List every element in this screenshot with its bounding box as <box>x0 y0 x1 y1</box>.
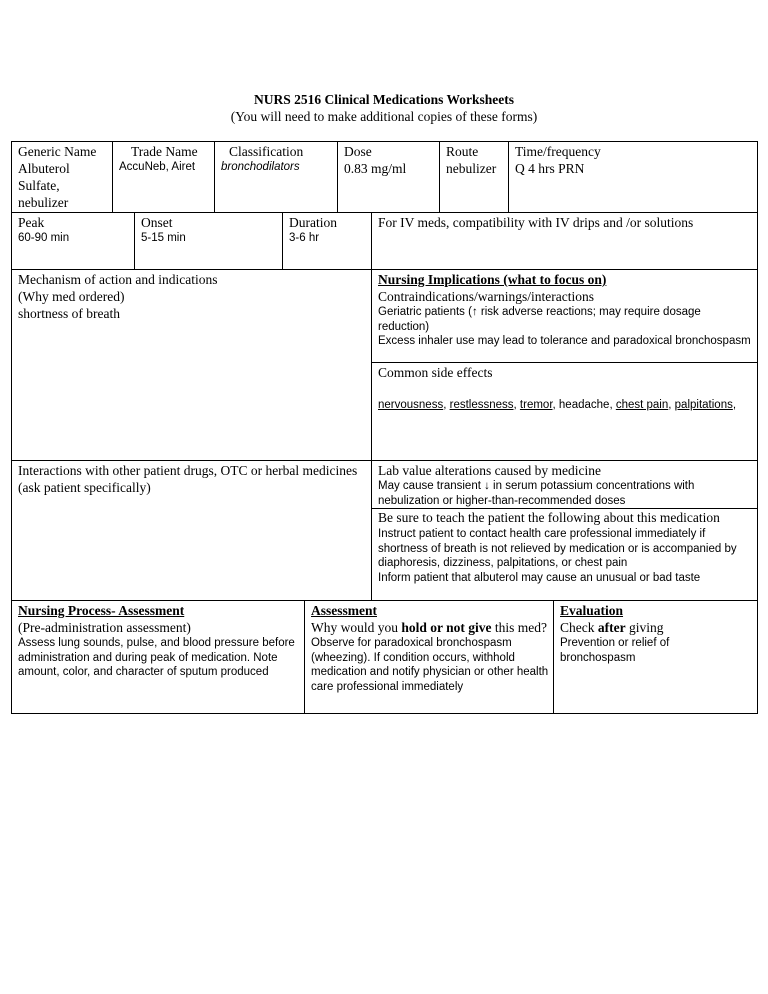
nursing-process-cell <box>12 602 304 680</box>
nursing-implications-cell <box>372 271 757 361</box>
onset-label: Onset <box>141 215 173 230</box>
assessment-value: Observe for paradoxical bronchospasm (wheezing). If condition occurs, withhold medication and notify physician or other health care professional immediately <box>311 637 549 693</box>
duration-value: 3-6 hr <box>289 232 320 244</box>
nursing-process-title: Nursing Process- Assessment <box>18 603 185 618</box>
side-effect-item: headache <box>558 399 610 411</box>
mechanism-label: Mechanism of action and indications <box>18 272 218 287</box>
trade-name-label: Trade Name <box>131 144 198 159</box>
time-frequency-cell <box>509 143 757 213</box>
evaluation-question: Check after giving <box>560 620 664 635</box>
classification-value: bronchodilators <box>221 161 300 173</box>
dose-cell <box>338 143 439 213</box>
side-effect-item: chest pain <box>615 399 669 411</box>
drug-interactions-label: Interactions with other patient drugs, OTC or herbal medicines (ask patient specifically) <box>18 463 358 495</box>
time-frequency-label: Time/frequency <box>515 144 601 159</box>
patient-teaching-label: Be sure to teach the patient the following about this medication <box>378 510 720 525</box>
route-cell <box>440 143 508 213</box>
lab-alterations-value: May cause transient ↓ in serum potassium concentrations with nebulization or higher-than-recommended doses <box>378 480 695 507</box>
onset-cell <box>135 214 282 246</box>
evaluation-title: Evaluation <box>560 603 624 618</box>
nursing-process-sublabel: (Pre-administration assessment) <box>18 620 191 635</box>
classification-cell <box>215 143 337 213</box>
evaluation-value: Prevention or relief of bronchospasm <box>560 637 670 664</box>
drug-interactions-cell <box>12 462 371 496</box>
peak-value: 60-90 min <box>18 232 70 244</box>
page-title: NURS 2516 Clinical Medications Worksheets <box>253 92 514 107</box>
patient-teaching-item: Inform patient that albuterol may cause an unusual or bad taste <box>378 571 701 584</box>
patient-teaching-cell <box>372 509 757 600</box>
onset-value: 5-15 min <box>141 232 186 244</box>
dose-value: 0.83 mg/ml <box>344 161 407 176</box>
assessment-title: Assessment <box>311 603 377 618</box>
page-subtitle: (You will need to make additional copies of these forms) <box>230 109 538 124</box>
lab-alterations-cell <box>372 462 757 508</box>
side-effects-list: nervousness, restlessness, tremor, headache, chest pain, palpitations, <box>378 399 737 411</box>
time-frequency-value: Q 4 hrs PRN <box>515 161 585 176</box>
duration-cell <box>283 214 371 246</box>
generic-name-label: Generic Name <box>18 144 97 159</box>
side-effects-cell <box>372 364 757 413</box>
dose-label: Dose <box>344 144 372 159</box>
contraindications-label: Contraindications/warnings/interactions <box>378 289 594 304</box>
side-effect-item: restlessness <box>449 399 514 411</box>
side-effect-item: palpitations <box>674 399 733 411</box>
classification-label: Classification <box>229 144 304 159</box>
contraindication-geriatric: Geriatric patients (↑ risk adverse reactions; may require dosage reduction) <box>378 306 701 333</box>
contraindication-excess-use: Excess inhaler use may lead to tolerance and paradoxical bronchospasm <box>378 335 751 347</box>
iv-compatibility-cell <box>372 214 757 231</box>
side-effect-item: nervousness <box>378 399 444 411</box>
lab-alterations-label: Lab value alterations caused by medicine <box>378 463 602 478</box>
assessment-question: Why would you hold or not give this med? <box>311 620 548 635</box>
evaluation-cell <box>554 602 757 665</box>
duration-label: Duration <box>289 215 337 230</box>
assessment-cell <box>305 602 553 694</box>
mechanism-sublabel: (Why med ordered) <box>18 289 125 304</box>
side-effect-item: tremor <box>519 399 553 411</box>
mechanism-cell <box>12 271 371 322</box>
mechanism-value: shortness of breath <box>18 306 120 321</box>
side-effects-label: Common side effects <box>378 365 493 380</box>
generic-name-value: Albuterol Sulfate, nebulizer <box>18 161 70 210</box>
nursing-process-value: Assess lung sounds, pulse, and blood pressure before administration and during peak of medication. Note amount, color, and character of sputum produced <box>18 637 295 678</box>
iv-compatibility-label: For IV meds, compatibility with IV drips and /or solutions <box>378 215 694 230</box>
patient-teaching-item: Instruct patient to contact health care professional immediately if shortness of breath is not relieved by medication or is accompanied by diaphoresis, dizziness, palpitations, or chest pain <box>378 528 737 569</box>
route-label: Route <box>446 144 479 159</box>
trade-name-cell <box>113 143 214 213</box>
nursing-implications-title: Nursing Implications (what to focus on) <box>378 272 607 287</box>
peak-label: Peak <box>18 215 45 230</box>
route-value: nebulizer <box>446 161 497 176</box>
trade-name-value: AccuNeb, Airet <box>119 161 196 173</box>
peak-cell <box>12 214 134 246</box>
generic-name-cell <box>12 143 112 213</box>
